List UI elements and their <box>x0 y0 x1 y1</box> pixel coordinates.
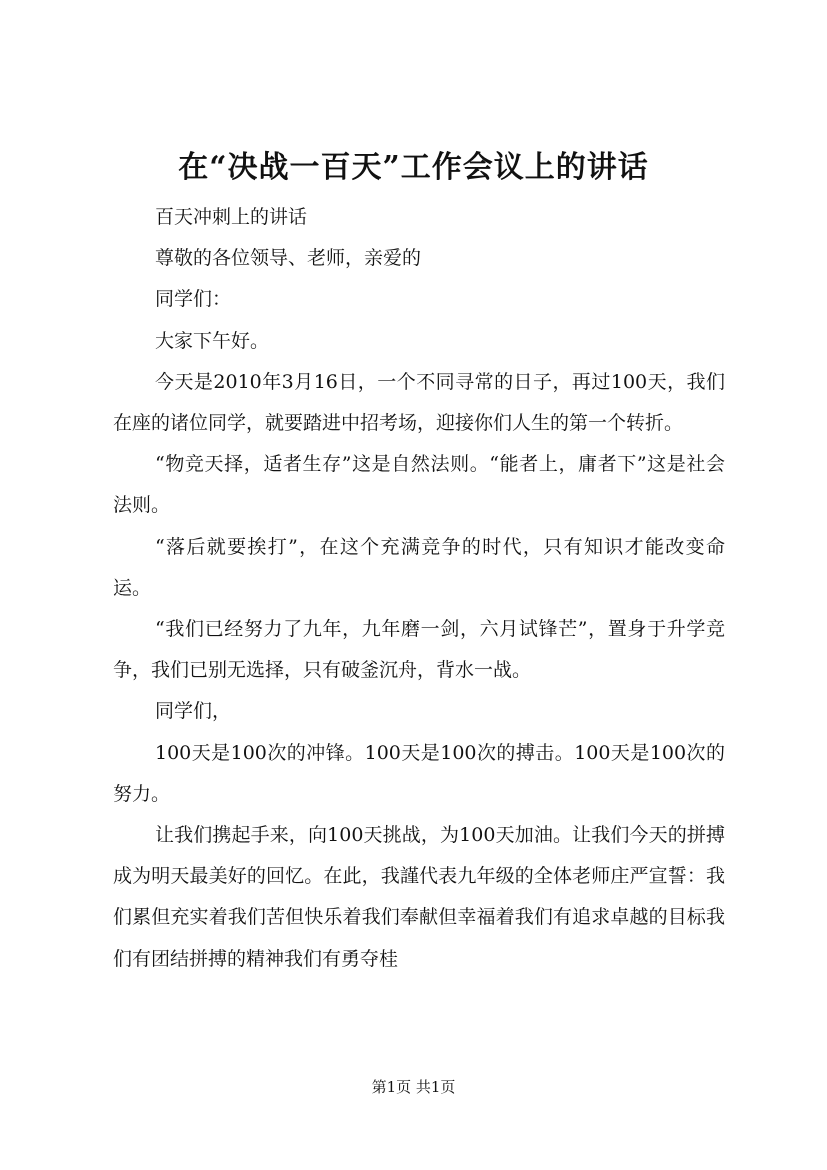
paragraph-7: “落后就要挨打”，在这个充满竞争的时代，只有知识才能改变命运。 <box>113 535 725 599</box>
paragraph-10: 100天是100次的冲锋。100天是100次的搏击。100天是100次的努力。 <box>113 741 725 805</box>
paragraph-5: 今天是2010年3月16日，一个不同寻常的日子，再过100天，我们在座的诸位同学，就要踏进中招考场，迎接你们人生的第一个转折。 <box>113 370 725 435</box>
paragraph-8: “我们已经努力了九年，九年磨一剑，六月试锋芒”，置身于升学竞争，我们已别无选择，只有破釜沉舟，背水一战。 <box>113 618 725 682</box>
paragraph-11: 让我们携起手来，向100天挑战，为100天加油。让我们今天的拼搏成为明天最美好的回忆。在此，我謹代表九年级的全体老师庄严宣誓：我们累但充实着我们苦但快乐着我们奉献但幸福着我们有追求卓越的目标我们有团结拼搏的精神我们有勇夺桂 <box>113 824 725 970</box>
paragraph-3: 同学们： <box>155 288 232 311</box>
paragraph-2: 尊敬的各位领导、老师，亲爱的 <box>155 247 422 270</box>
page-footer: 第1页 共1页 <box>371 1078 456 1096</box>
paragraph-4: 大家下午好。 <box>155 329 270 352</box>
paragraph-6: “物竞天择，适者生存”这是自然法则。“能者上，庸者下”这是社会法则。 <box>113 453 725 517</box>
paragraph-1: 百天冲刺上的讲话 <box>155 206 308 228</box>
document-body <box>113 197 725 980</box>
document-title: 在“决战一百天”工作会议上的讲话 <box>178 150 649 185</box>
paragraph-9: 同学们， <box>155 700 232 723</box>
